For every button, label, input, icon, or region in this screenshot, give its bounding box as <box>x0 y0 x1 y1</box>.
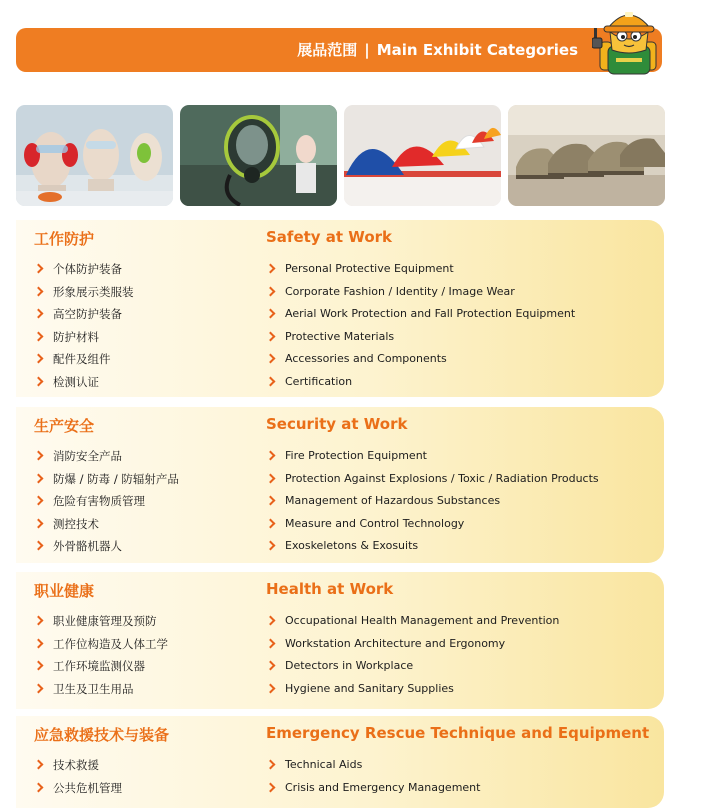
list-item-label: 高空防护装备 <box>53 307 122 322</box>
chevron-right-icon <box>34 760 44 770</box>
chevron-right-icon <box>34 451 44 461</box>
ear-muff-goggles-mannequins-icon <box>16 105 173 206</box>
chevron-right-icon <box>266 309 276 319</box>
list-item <box>34 754 254 777</box>
chevron-right-icon <box>34 782 44 792</box>
list-item <box>34 303 254 326</box>
list-item-label: 防护材料 <box>53 329 99 344</box>
section-title-en: Health at Work <box>266 580 394 598</box>
list-item <box>266 258 656 281</box>
list-item-label: Crisis and Emergency Management <box>285 780 481 794</box>
category-section <box>16 220 664 397</box>
list-item <box>266 303 656 326</box>
chevron-right-icon <box>34 286 44 296</box>
list-item <box>266 326 656 349</box>
item-list-en <box>266 445 656 558</box>
item-list-zh <box>34 445 254 558</box>
list-item <box>34 445 254 468</box>
list-item-label: 消防安全产品 <box>53 449 122 463</box>
item-list-zh <box>34 754 254 799</box>
section-title-en: Safety at Work <box>266 228 392 246</box>
chevron-right-icon <box>266 496 276 506</box>
category-section <box>16 716 664 808</box>
list-item <box>34 610 254 633</box>
chevron-right-icon <box>266 354 276 364</box>
list-item <box>34 468 254 491</box>
list-item <box>34 535 254 558</box>
section-title-zh: 生产安全 <box>34 417 95 435</box>
item-list-en <box>266 610 656 700</box>
list-item <box>266 754 656 777</box>
section-title-en: Emergency Rescue Technique and Equipment <box>266 724 650 742</box>
item-list-en <box>266 258 656 394</box>
chevron-right-icon <box>34 661 44 671</box>
item-list-zh <box>34 258 254 394</box>
list-item <box>34 258 254 281</box>
chevron-right-icon <box>266 264 276 274</box>
chevron-right-icon <box>266 451 276 461</box>
list-item-label: Protection Against Explosions / Toxic / Radiation Products <box>285 471 599 485</box>
category-section <box>16 407 664 563</box>
list-item <box>266 655 656 678</box>
list-item <box>266 610 656 633</box>
breathing-apparatus-mask-icon <box>180 105 337 206</box>
list-item-label: 危险有害物质管理 <box>53 494 145 509</box>
section-title-zh: 职业健康 <box>34 582 95 600</box>
list-item <box>34 678 254 701</box>
list-item-label: 个体防护装备 <box>53 262 122 276</box>
list-item-label: Personal Protective Equipment <box>285 262 454 275</box>
list-item <box>34 281 254 304</box>
chevron-right-icon <box>266 661 276 671</box>
list-item-label: 卫生及卫生用品 <box>53 681 134 696</box>
list-item <box>266 678 656 701</box>
header-banner <box>16 28 662 72</box>
list-item-label: 工作位构造及人体工学 <box>53 636 168 651</box>
hard-hat-worker-mascot-icon <box>592 2 666 78</box>
section-title-zh: 工作防护 <box>34 230 95 248</box>
list-item-label: 检测认证 <box>53 374 99 389</box>
page-title-en: Main Exhibit Categories <box>376 41 578 59</box>
list-item-label: 技术救援 <box>53 758 99 772</box>
chevron-right-icon <box>266 638 276 648</box>
safety-helmets-row-icon <box>344 105 501 206</box>
list-item-label: 配件及组件 <box>53 352 111 367</box>
item-list-zh <box>34 610 254 700</box>
list-item-label: Detectors in Workplace <box>285 659 414 673</box>
title-separator: | <box>364 41 370 59</box>
list-item <box>266 633 656 656</box>
list-item <box>266 535 656 558</box>
list-item-label: Workstation Architecture and Ergonomy <box>285 636 506 650</box>
page-title-zh: 展品范围 <box>297 41 358 59</box>
list-item <box>34 326 254 349</box>
list-item <box>34 490 254 513</box>
chevron-right-icon <box>34 473 44 483</box>
chevron-right-icon <box>34 683 44 693</box>
list-item <box>266 348 656 371</box>
list-item-label: Measure and Control Technology <box>285 516 465 530</box>
item-list-en <box>266 754 656 799</box>
list-item <box>34 371 254 394</box>
list-item <box>34 777 254 800</box>
list-item <box>34 655 254 678</box>
safety-shoes-shelf-icon <box>508 105 665 206</box>
list-item-label: Hygiene and Sanitary Supplies <box>285 681 454 695</box>
section-title-en: Security at Work <box>266 415 408 433</box>
list-item-label: 工作环境监测仪器 <box>53 659 145 674</box>
chevron-right-icon <box>34 377 44 387</box>
list-item <box>266 513 656 536</box>
chevron-right-icon <box>266 518 276 528</box>
chevron-right-icon <box>34 354 44 364</box>
section-title-zh: 应急救援技术与装备 <box>34 726 170 744</box>
list-item-label: Exoskeletons & Exosuits <box>285 539 419 553</box>
list-item-label: 外骨骼机器人 <box>53 539 122 554</box>
chevron-right-icon <box>266 473 276 483</box>
list-item <box>266 490 656 513</box>
list-item <box>34 348 254 371</box>
chevron-right-icon <box>266 782 276 792</box>
chevron-right-icon <box>266 331 276 341</box>
list-item <box>266 468 656 491</box>
list-item-label: Fire Protection Equipment <box>285 449 427 462</box>
chevron-right-icon <box>34 331 44 341</box>
list-item-label: 测控技术 <box>53 516 99 531</box>
chevron-right-icon <box>266 286 276 296</box>
list-item-label: Management of Hazardous Substances <box>285 494 501 508</box>
category-section <box>16 572 664 709</box>
list-item-label: 形象展示类服装 <box>53 284 134 299</box>
list-item-label: Corporate Fashion / Identity / Image Wear <box>285 284 515 298</box>
list-item-label: Aerial Work Protection and Fall Protection Equipment <box>285 307 576 321</box>
chevron-right-icon <box>34 518 44 528</box>
list-item-label: Protective Materials <box>285 329 395 343</box>
list-item-label: 防爆 / 防毒 / 防辐射产品 <box>53 471 179 486</box>
list-item <box>34 513 254 536</box>
list-item-label: Technical Aids <box>285 758 363 771</box>
chevron-right-icon <box>34 616 44 626</box>
chevron-right-icon <box>34 638 44 648</box>
page-title <box>297 28 578 72</box>
list-item <box>266 371 656 394</box>
list-item-label: Accessories and Components <box>285 352 447 366</box>
chevron-right-icon <box>266 616 276 626</box>
chevron-right-icon <box>266 683 276 693</box>
list-item-label: Certification <box>285 374 353 388</box>
chevron-right-icon <box>266 377 276 387</box>
chevron-right-icon <box>266 760 276 770</box>
list-item-label: 公共危机管理 <box>53 780 122 795</box>
chevron-right-icon <box>34 309 44 319</box>
list-item <box>266 281 656 304</box>
list-item-label: 职业健康管理及预防 <box>53 614 157 628</box>
chevron-right-icon <box>34 264 44 274</box>
chevron-right-icon <box>34 541 44 551</box>
list-item-label: Occupational Health Management and Prevention <box>285 614 560 627</box>
list-item <box>266 445 656 468</box>
chevron-right-icon <box>34 496 44 506</box>
list-item <box>266 777 656 800</box>
chevron-right-icon <box>266 541 276 551</box>
list-item <box>34 633 254 656</box>
